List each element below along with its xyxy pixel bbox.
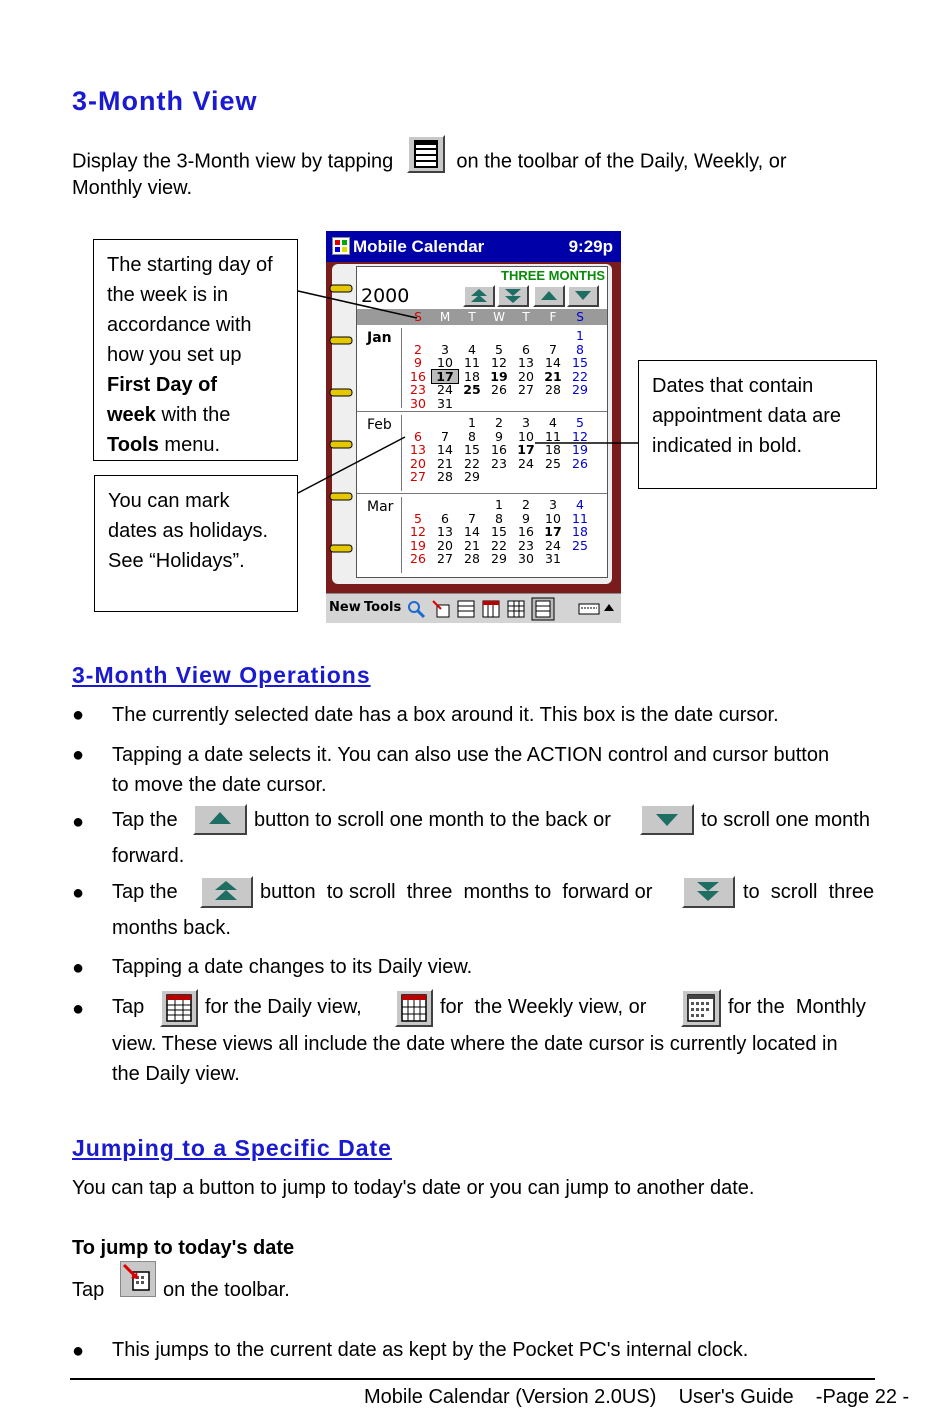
calendar-day[interactable]: 14 [437,442,453,457]
ops-bullet-4-c: to scroll three [743,881,875,903]
calendar-day[interactable]: 1 [576,328,584,343]
ops-bullet-2-line-2: to move the date cursor. [112,774,327,796]
callout-bold: Tools [107,434,159,456]
calendar-day[interactable]: 27 [518,382,534,397]
calendar-day[interactable]: 30 [518,551,534,566]
calendar-day[interactable]: 18 [572,524,588,539]
weekday-label: F [549,310,557,324]
bullet-icon: ● [72,957,85,979]
calendar-day[interactable]: 30 [410,395,426,411]
month-name: Feb [367,417,392,433]
calendar-day[interactable]: 24 [518,455,534,471]
calendar-day[interactable]: 12 [572,428,588,444]
calendar-day[interactable]: 12 [410,524,426,539]
calendar-day[interactable]: 28 [545,382,561,397]
calendar-day[interactable]: 23 [410,382,426,397]
ops-bullet-4-line-2: months back. [112,917,231,939]
pda-time: 9:29p [568,237,613,256]
ops-bullet-5: Tapping a date changes to its Daily view. [112,956,473,978]
calendar-day[interactable]: 19 [490,368,508,384]
jumping-heading: Jumping to a Specific Date [72,1135,392,1161]
ops-bullet-4-b: button to scroll three months to forward or [260,881,653,903]
three-months-back-icon [682,876,735,908]
calendar-day[interactable]: 26 [491,382,507,397]
callout-text: You can mark [108,490,230,512]
calendar-day[interactable]: 9 [495,428,503,444]
ops-bullet-3-c: to scroll one month [701,809,870,831]
jumping-intro: You can tap a button to jump to today's date or you can jump to another date. [72,1177,755,1199]
ops-bullet-2-line-1: Tapping a date selects it. You can also use the ACTION control and cursor button [112,744,830,766]
calendar-day[interactable]: 17 [517,442,535,457]
calendar-day[interactable]: 16 [491,442,507,457]
callout-text: Dates that contain [652,375,814,397]
calendar-day[interactable]: 25 [463,382,481,397]
calendar-day[interactable]: 21 [464,537,480,553]
calendar-day[interactable]: 16 [410,368,426,384]
calendar-day[interactable]: 4 [468,341,476,357]
monthly-view-doc-icon [681,989,721,1027]
calendar-day[interactable]: 8 [468,428,476,444]
jump-on-toolbar: on the toolbar. [163,1279,290,1301]
calendar-day[interactable]: 6 [441,510,449,526]
calendar-day[interactable]: 29 [464,469,480,484]
calendar-day[interactable]: 18 [464,368,480,384]
calendar-day[interactable]: 18 [545,442,561,457]
view-label: THREE MONTHS [501,268,605,283]
three-months-forward-icon [200,876,253,908]
bullet-icon: ● [72,998,85,1020]
footer-text: Mobile Calendar (Version 2.0US) User's Guide -Page 22 - [364,1386,910,1408]
calendar-day[interactable]: 5 [576,415,584,430]
menu-tools[interactable]: Tools [364,600,402,615]
weekly-view-doc-icon [395,989,433,1027]
calendar-day[interactable]: 3 [441,341,449,357]
ops-bullet-6-a: Tap [112,996,145,1018]
calendar-day[interactable]: 7 [441,428,449,444]
ops-bullet-6-c: for the Weekly view, or [440,996,647,1018]
calendar-day[interactable]: 1 [468,415,476,430]
callout-text: the week is in [107,284,229,306]
callout-text: how you set up [107,344,242,366]
pda-app-title: Mobile Calendar [353,237,485,256]
calendar-day[interactable]: 16 [518,524,534,539]
calendar-day[interactable]: 31 [437,395,453,411]
calendar-day[interactable]: 28 [464,551,480,566]
weekday-label: T [468,310,476,324]
calendar-day[interactable]: 13 [518,355,534,370]
calendar-day[interactable]: 22 [491,537,507,553]
callout-text: First Day of [107,374,218,396]
calendar-day[interactable]: 14 [464,524,480,539]
calendar-day[interactable]: 14 [545,355,561,370]
year-label: 2000 [361,285,410,307]
calendar-day[interactable]: 19 [572,442,588,457]
callout-text: menu. [158,434,221,456]
bullet-icon: ● [72,744,85,766]
calendar-day[interactable]: 3 [522,415,530,430]
calendar-day[interactable]: 21 [437,455,453,471]
operations-heading: 3-Month View Operations [72,662,371,688]
ops-bullet-6-d: for the Monthly [728,996,866,1018]
ops-bullet-3-b: button to scroll one month to the back or [254,809,611,831]
calendar-day[interactable]: 6 [522,341,530,357]
calendar-day[interactable]: 24 [545,537,561,553]
calendar-day[interactable]: 2 [522,497,530,512]
calendar-day[interactable]: 29 [491,551,507,566]
calendar-day[interactable]: 6 [414,428,422,444]
calendar-day[interactable]: 17 [544,524,562,539]
calendar-day[interactable]: 26 [410,551,426,566]
calendar-day[interactable]: 5 [495,341,503,357]
calendar-day[interactable]: 25 [572,537,588,553]
ops-bullet-3-line-2: forward. [112,845,185,867]
calendar-day[interactable]: 9 [522,510,530,526]
calendar-day[interactable]: 11 [545,428,561,444]
calendar-day[interactable]: 29 [572,382,588,397]
bullet-icon: ● [72,1340,85,1362]
bullet-icon: ● [72,882,85,904]
calendar-day[interactable]: 13 [437,524,453,539]
ops-bullet-4-a: Tap the [112,881,178,903]
calendar-day[interactable]: 8 [495,510,503,526]
calendar-day[interactable]: 10 [545,510,561,526]
month-name: Jan [367,330,392,346]
intro-text-before: Display the 3-Month view by tapping [72,150,394,173]
calendar-day[interactable]: 11 [464,355,480,370]
one-month-back-icon [193,804,247,835]
weekday-label: S [576,310,584,324]
calendar-day[interactable]: 10 [437,355,453,370]
calendar-day[interactable]: 3 [549,497,557,512]
calendar-day[interactable]: 4 [549,415,557,430]
callout-text: appointment data are [652,405,842,427]
footer-rule [70,1378,875,1380]
ops-bullet-6-line-3: the Daily view. [112,1063,240,1085]
calendar-day[interactable]: 28 [437,469,453,484]
calendar-day[interactable]: 7 [549,341,557,357]
ops-bullet-6-b: for the Daily view, [205,996,362,1018]
calendar-day[interactable]: 20 [410,455,426,471]
one-month-forward-icon [640,804,694,835]
calendar-day[interactable]: 15 [464,442,480,457]
calendar-day[interactable]: 27 [437,551,453,566]
callout-text: accordance with [107,314,252,336]
calendar-day[interactable]: 19 [410,537,426,553]
calendar-day[interactable]: 27 [410,469,426,484]
calendar-day[interactable]: 26 [572,455,588,471]
ops-bullet-6-line-2: view. These views all include the date where the date cursor is currently located in [112,1033,838,1055]
calendar-day[interactable]: 1 [495,497,503,512]
menu-new[interactable]: New [329,600,361,615]
calendar-day[interactable]: 2 [414,341,422,357]
intro-line-2: Monthly view. [72,177,193,199]
ops-bullet-1: The currently selected date has a box around it. This box is the date cursor. [112,704,779,726]
weekday-label: S [414,310,422,324]
callout-lines [0,0,950,650]
callout-text: The starting day of [107,254,273,276]
calendar-day[interactable]: 22 [464,455,480,471]
calendar-day[interactable]: 23 [518,537,534,553]
calendar-day[interactable]: 23 [491,455,507,471]
calendar-day[interactable]: 17 [432,370,458,383]
calendar-day[interactable]: 15 [572,355,588,370]
jump-tap-label: Tap [72,1279,105,1301]
calendar-day[interactable]: 25 [545,455,561,471]
jump-today-subheading: To jump to today's date [72,1237,295,1259]
bullet-icon: ● [72,704,85,726]
callout-text: dates as holidays. [108,520,269,542]
calendar-day[interactable]: 31 [545,551,561,566]
callout-text: See “Holidays”. [108,550,245,572]
calendar-day[interactable]: 7 [468,510,476,526]
callout-bold: week [107,404,156,426]
daily-view-doc-icon [160,989,198,1027]
calendar-day[interactable]: 10 [518,428,534,444]
callout-text: with the [155,404,231,426]
calendar-day[interactable]: 9 [414,355,422,370]
calendar-day[interactable]: 12 [491,355,507,370]
month-name: Mar [367,499,394,515]
calendar-day[interactable]: 8 [576,341,584,357]
calendar-day[interactable]: 5 [414,510,422,526]
bullet-icon: ● [72,811,85,833]
weekday-label: T [522,310,530,324]
calendar-day[interactable]: 24 [437,382,453,397]
calendar-day[interactable]: 4 [576,497,584,512]
calendar-day[interactable]: 2 [495,415,503,430]
calendar-day[interactable]: 13 [410,442,426,457]
page-title: 3-Month View [72,86,258,116]
weekday-label: M [439,310,451,324]
intro-text-after: on the toolbar of the Daily, Weekly, or [456,150,787,173]
callout-text: indicated in bold. [652,435,803,457]
weekday-label: W [493,310,505,324]
calendar-day[interactable]: 20 [518,368,534,384]
calendar-day[interactable]: 21 [544,368,562,384]
jumping-bullet: This jumps to the current date as kept by the Pocket PC's internal clock. [112,1339,749,1361]
calendar-day[interactable]: 15 [491,524,507,539]
calendar-day[interactable]: 20 [437,537,453,553]
ops-bullet-3-a: Tap the [112,809,178,831]
calendar-day[interactable]: 11 [572,510,588,526]
calendar-day[interactable]: 22 [572,368,588,384]
go-to-today-doc-icon [120,1261,156,1297]
